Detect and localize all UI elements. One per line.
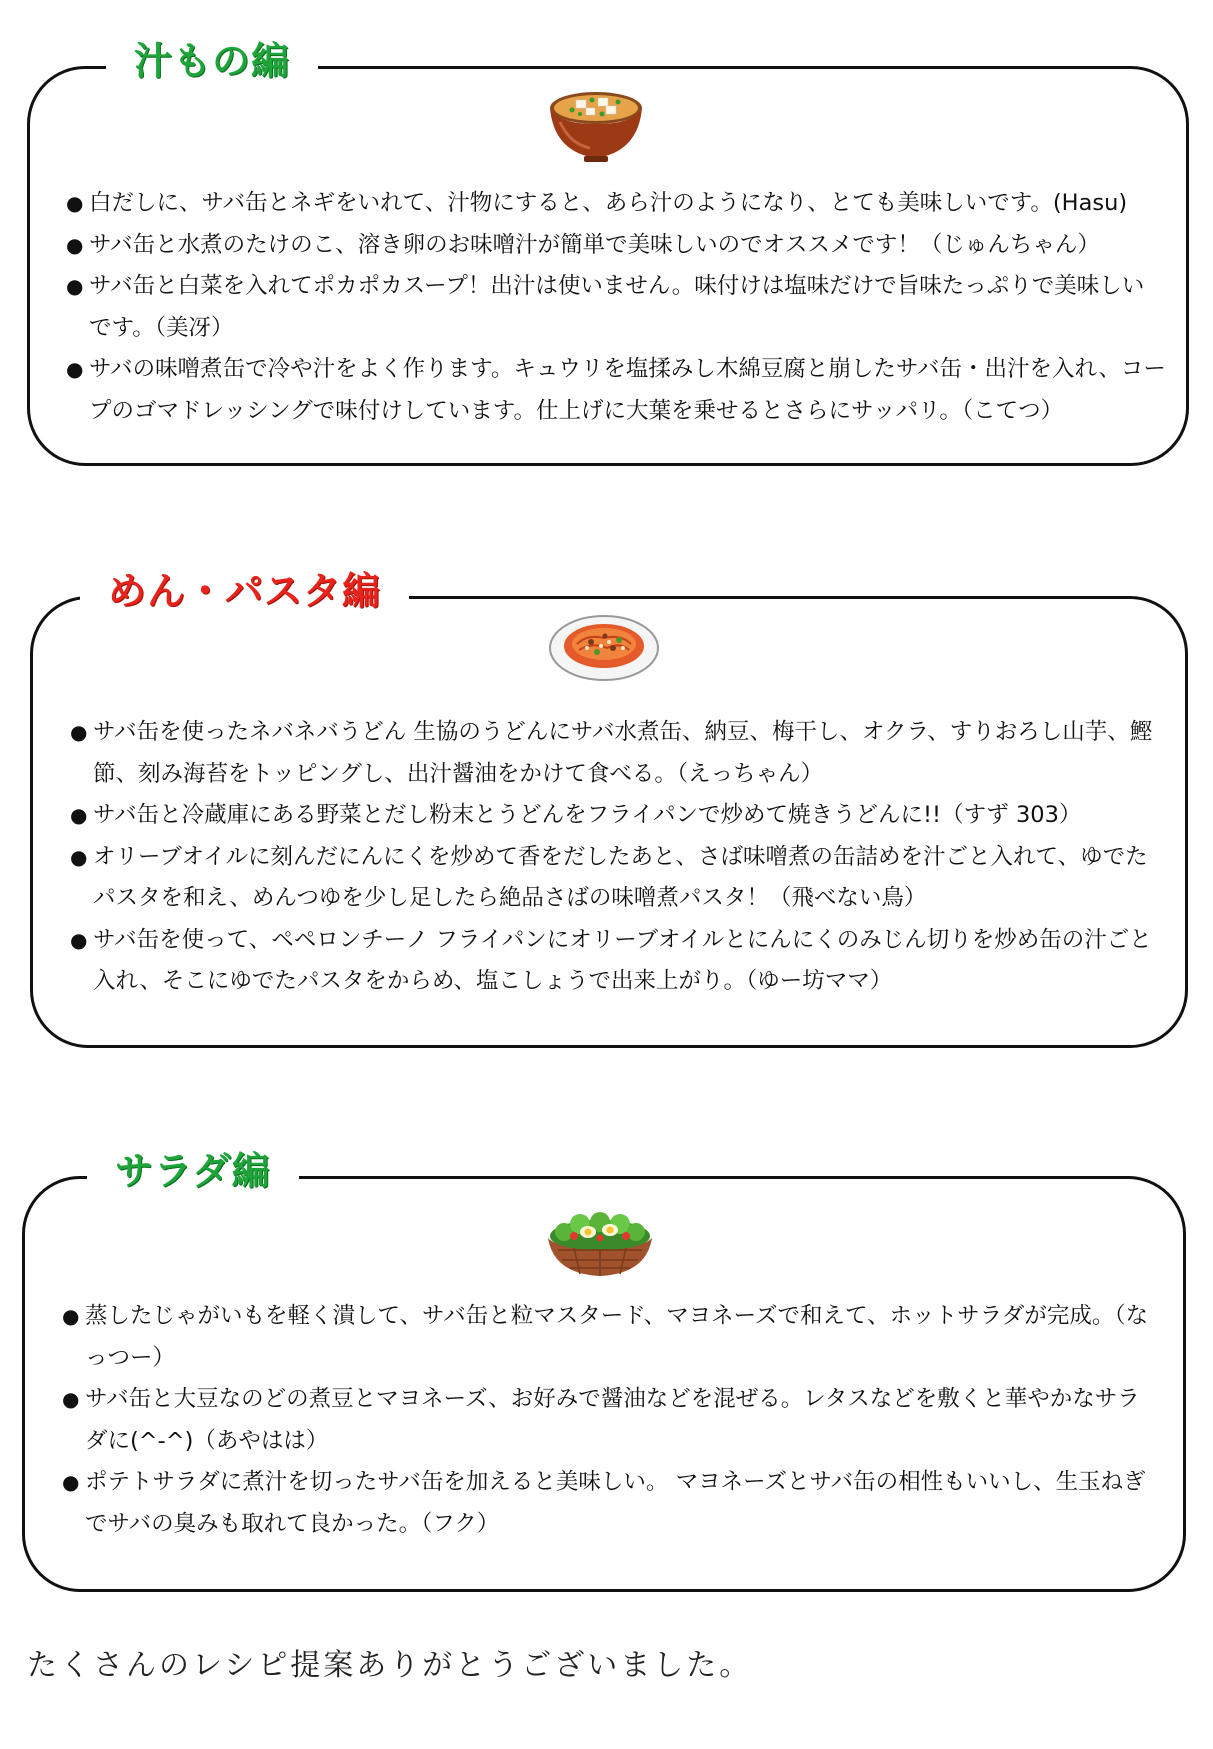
salad-bowl-icon [544, 1210, 656, 1282]
list-item: ● サバ缶と白菜を入れてポカポカスープ！出汁は使いません。味付けは塩味だけで旨味たっぷりで美味しいです。（美冴） [66, 266, 1166, 349]
section-title: サラダ編 [87, 1143, 299, 1199]
section-title: 汁もの編 [106, 33, 318, 89]
list-item: ● サバ缶と大豆なのどの煮豆とマヨネーズ、お好みで醤油などを混ぜる。レタスなどを敷くと華やかなサラダに(^-^)（あやはは） [62, 1379, 1162, 1462]
recipe-list [62, 1296, 1162, 1545]
miso-soup-bowl-icon [546, 86, 646, 166]
list-item: ● サバの味噌煮缶で冷や汁をよく作ります。キュウリを塩揉みし木綿豆腐と崩したサバ缶・出汁を入れ、コープのゴマドレッシングで味付けしています。仕上げに大葉を乗せるとさらにサッパリ。（こてつ） [66, 349, 1166, 432]
section-title: めん・パスタ編 [80, 563, 409, 619]
list-item: ● オリーブオイルに刻んだにんにくを炒めて香をだしたあと、さば味噌煮の缶詰めを汁ごと入れて、ゆでたパスタを和え、めんつゆを少し足したら絶品さばの味噌煮パスタ！（飛べない鳥） [70, 837, 1164, 920]
list-item: ● サバ缶を使ったネバネバうどん 生協のうどんにサバ水煮缶、納豆、梅干し、オクラ、すりおろし山芋、鰹節、刻み海苔をトッピングし、出汁醤油をかけて食べる。（えっちゃん） [70, 712, 1164, 795]
list-item: ● 白だしに、サバ缶とネギをいれて、汁物にすると、あら汁のようになり、とても美味しいです。(Hasu) [66, 183, 1166, 225]
list-item: ● サバ缶と水煮のたけのこ、溶き卵のお味噌汁が簡単で美味しいのでオススメです！（じゅんちゃん） [66, 225, 1166, 267]
closing-message: たくさんのレシピ提案ありがとうございました。 [27, 1648, 753, 1683]
list-item: ● サバ缶を使って、ペペロンチーノ フライパンにオリーブオイルとにんにくのみじん切りを炒め缶の汁ごと入れ、そこにゆでたパスタをからめ、塩こしょうで出来上がり。（ゆー坊ママ） [70, 920, 1164, 1003]
list-item: ● サバ缶と冷蔵庫にある野菜とだし粉末とうどんをフライパンで炒めて焼きうどんに!!（すず 303） [70, 795, 1164, 837]
recipe-list [70, 712, 1164, 1003]
list-item: ● ポテトサラダに煮汁を切ったサバ缶を加えると美味しい。 マヨネーズとサバ缶の相性もいいし、生玉ねぎでサバの臭みも取れて良かった。（フク） [62, 1462, 1162, 1545]
pasta-plate-icon [547, 608, 661, 684]
recipe-list [66, 183, 1166, 432]
list-item: ● 蒸したじゃがいもを軽く潰して、サバ缶と粒マスタード、マヨネーズで和えて、ホットサラダが完成。（なっつー） [62, 1296, 1162, 1379]
